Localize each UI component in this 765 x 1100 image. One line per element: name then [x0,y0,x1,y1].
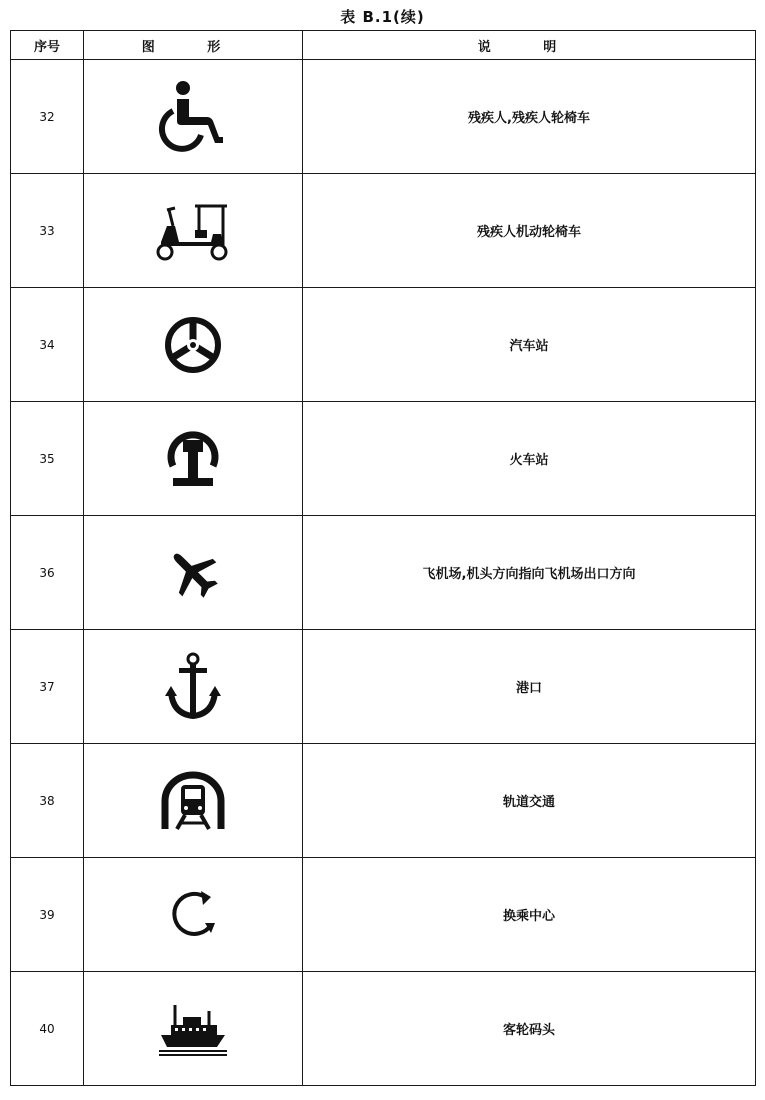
row-number: 38 [11,744,84,858]
table-row [11,744,756,858]
table-row [11,972,756,1086]
figure-cell [84,402,303,516]
table-caption: 表 B.1(续) [340,8,425,26]
row-number: 32 [11,60,84,174]
transfer-circle-arrows-icon [165,887,221,943]
table-row [11,402,756,516]
header-no: 序号 [11,31,84,60]
row-number: 35 [11,402,84,516]
row-number: 33 [11,174,84,288]
figure-cell [84,288,303,402]
row-number: 34 [11,288,84,402]
row-number: 40 [11,972,84,1086]
table-row [11,60,756,174]
figure-cell [84,972,303,1086]
table-row [11,630,756,744]
row-number: 39 [11,858,84,972]
figure-cell [84,60,303,174]
description-cell: 火车站 [303,402,756,516]
description-cell: 残疾人,残疾人轮椅车 [303,60,756,174]
table-row [11,858,756,972]
anchor-icon [165,652,221,722]
description-cell: 客轮码头 [303,972,756,1086]
figure-cell [84,516,303,630]
airplane-icon [165,545,221,601]
motorized-wheelchair-icon [155,198,231,264]
figure-cell [84,174,303,288]
description-cell: 轨道交通 [303,744,756,858]
figure-cell [84,744,303,858]
description-cell: 港口 [303,630,756,744]
railway-station-icon [165,426,221,492]
figure-cell [84,858,303,972]
symbol-table [10,30,756,1086]
bus-station-steering-wheel-icon [163,315,223,375]
description-cell: 换乘中心 [303,858,756,972]
figure-cell [84,630,303,744]
wheelchair-icon [157,79,229,155]
row-number: 36 [11,516,84,630]
description-cell: 飞机场,机头方向指向飞机场出口方向 [303,516,756,630]
table-row [11,516,756,630]
header-figure: 图 形 [84,31,303,60]
description-cell: 残疾人机动轮椅车 [303,174,756,288]
passenger-ship-icon [157,1001,229,1057]
header-row [11,31,756,60]
description-cell: 汽车站 [303,288,756,402]
table-row [11,288,756,402]
table-row [11,174,756,288]
row-number: 37 [11,630,84,744]
metro-train-icon [161,771,225,831]
header-description: 说 明 [303,31,756,60]
